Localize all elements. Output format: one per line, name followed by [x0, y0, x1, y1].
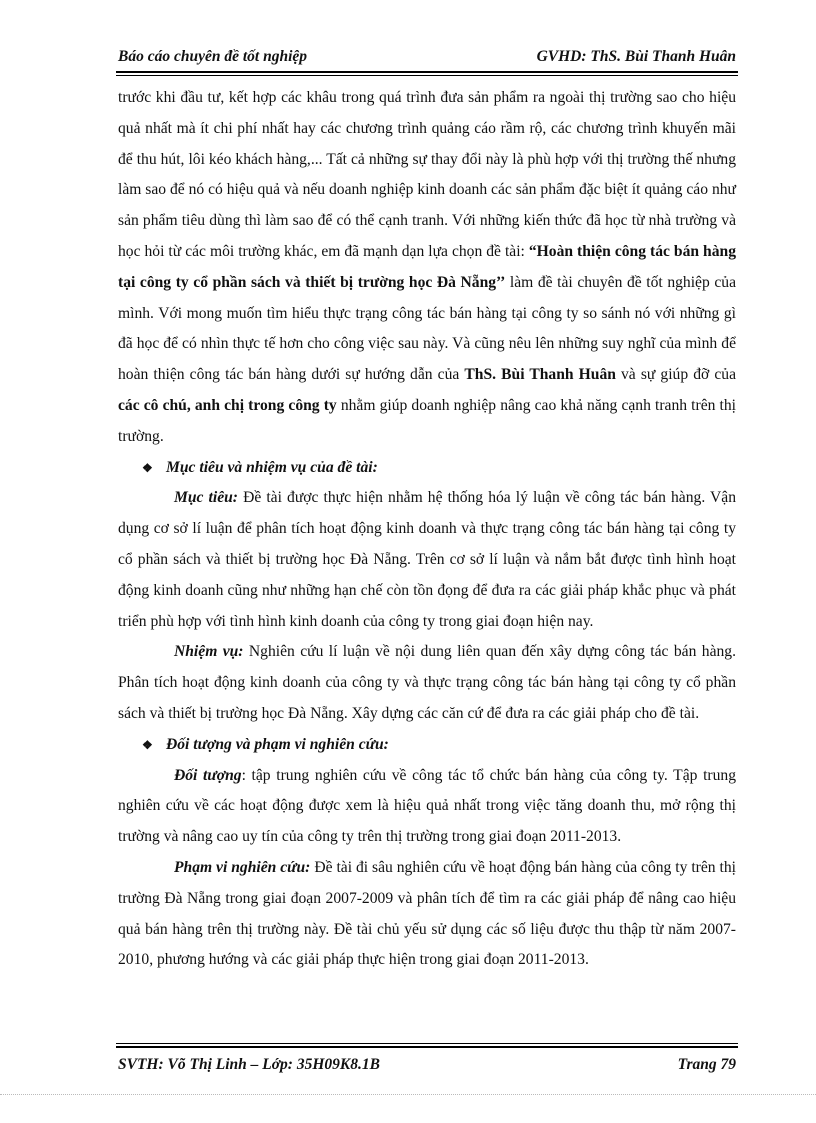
diamond-bullet-icon: ❖: [142, 737, 153, 752]
intro-paragraph: [118, 83, 736, 453]
intro-text-2: làm đề tài chuyên đề tốt nghiệp của mình. Với mong muốn tìm hiểu thực trạng công tác bán hàng tại công ty so sánh nó với những gì đã học để có nhìn thực tế hơn cho công việc sau này. Và cũng nêu lên những suy nghĩ của mình để hoàn thiện công tác bán hàng dưới sự hướng dẫn của: [118, 273, 736, 384]
footer-rule-thin: [116, 1043, 738, 1044]
scope-text: Đề tài đi sâu nghiên cứu về hoạt động bán hàng của công ty trên thị trường Đà Nẵng trong giai đoạn 2007-2009 và phân tích để tìm ra các giải pháp để nâng cao hiệu quả bán hàng trên thị trường này. Đề tài chủ yếu sử dụng các số liệu được thu thập từ năm 2007-2010, phương hướng và các giải pháp thực hiện trong giai đoạn 2011-2013.: [118, 858, 736, 969]
advisor-name: ThS. Bùi Thanh Huân: [464, 366, 616, 384]
goal-text: Đề tài được thực hiện nhằm hệ thống hóa lý luận về công tác bán hàng. Vận dụng cơ sở lí luận để phân tích hoạt động kinh doanh và thực trạng công tác bán hàng tại công ty cổ phần sách và thiết bị trường học Đà Nẵng. Trên cơ sở lí luận và nắm bắt được tình hình hoạt động kinh doanh cũng như những hạn chế còn tồn đọng để đưa ra các giải pháp khắc phục và phát triển phù hợp với tình hình kinh doanh của công ty trong giai đoạn hiện nay.: [118, 489, 736, 630]
diamond-bullet-icon: ❖: [142, 460, 153, 475]
header-rule-thin: [116, 75, 738, 76]
object-text: : tập trung nghiên cứu về công tác tổ chức bán hàng của công ty. Tập trung nghiên cứu về các hoạt động được xem là hiệu quả nhất trong việc tăng doanh thu, mở rộng thị trường và nâng cao uy tín của công ty trên thị trường trong giai đoạn 2011-2013.: [118, 766, 736, 846]
intro-text-4: nhằm giúp doanh nghiệp nâng cao khả năng cạnh tranh trên thị trường.: [118, 396, 736, 445]
section-title-goals: Mục tiêu và nhiệm vụ của đề tài:: [166, 458, 378, 476]
scope-paragraph: [118, 853, 736, 976]
object-paragraph: [118, 761, 736, 853]
topic-title: “Hoàn thiện công tác bán hàng tại công ty cổ phần sách và thiết bị trường học Đà Nẵng’’: [118, 242, 736, 291]
task-text: Nghiên cứu lí luận về nội dung liên quan đến xây dựng công tác bán hàng. Phân tích hoạt động kinh doanh của công ty và thực trạng công tác bán hàng tại công ty cổ phần sách và thiết bị trường học Đà Nẵng. Xây dựng các căn cứ để đưa ra các giải pháp cho đề tài.: [118, 643, 736, 722]
task-label: Nhiệm vụ:: [174, 643, 244, 661]
section-heading-scope: [118, 730, 736, 761]
header-advisor: GVHD: ThS. Bùi Thanh Huân: [536, 48, 736, 65]
object-label: Đối tượng: [174, 766, 242, 784]
header-report-title: Báo cáo chuyên đề tốt nghiệp: [118, 48, 308, 65]
intro-text-1: trước khi đầu tư, kết hợp các khâu trong quá trình đưa sản phẩm ra ngoài thị trường sao cho hiệu quả nhất mà ít chi phí nhất hay các chương trình quảng cáo rầm rộ, các chương trình khuyến mãi để thu hút, lôi kéo khách hàng,... Tất cả những sự thay đổi này là phù hợp với thị trường thế nhưng làm sao để nó có hiệu quả và nếu doanh nghiệp kinh doanh các sản phẩm đặc biệt ít quảng cáo như sản phẩm tiêu dùng thì làm sao để có thể cạnh tranh. Với những kiến thức đã học từ nhà trường và học hỏi từ các môi trường khác, em đã mạnh dạn lựa chọn đề tài:: [118, 89, 736, 260]
body-text: [118, 83, 736, 976]
footer-student: SVTH: Võ Thị Linh – Lớp: 35H09K8.1B: [118, 1056, 380, 1073]
staff-mention: các cô chú, anh chị trong công ty: [118, 396, 337, 414]
goal-paragraph: [118, 483, 736, 637]
intro-text-3: và sự giúp đỡ của: [615, 366, 737, 384]
page-bottom-divider: [0, 1094, 816, 1095]
page-header: [118, 46, 736, 70]
scope-label: Phạm vi nghiên cứu:: [174, 858, 311, 876]
task-paragraph: [118, 637, 736, 729]
page-footer: [118, 1056, 736, 1078]
section-heading-goals: [118, 453, 736, 484]
header-rule-thick: [116, 71, 738, 73]
section-title-scope: Đối tượng và phạm vi nghiên cứu:: [166, 735, 389, 753]
footer-page-number: Trang 79: [677, 1056, 736, 1073]
goal-label: Mục tiêu:: [174, 489, 238, 507]
footer-rule-thick: [116, 1046, 738, 1048]
